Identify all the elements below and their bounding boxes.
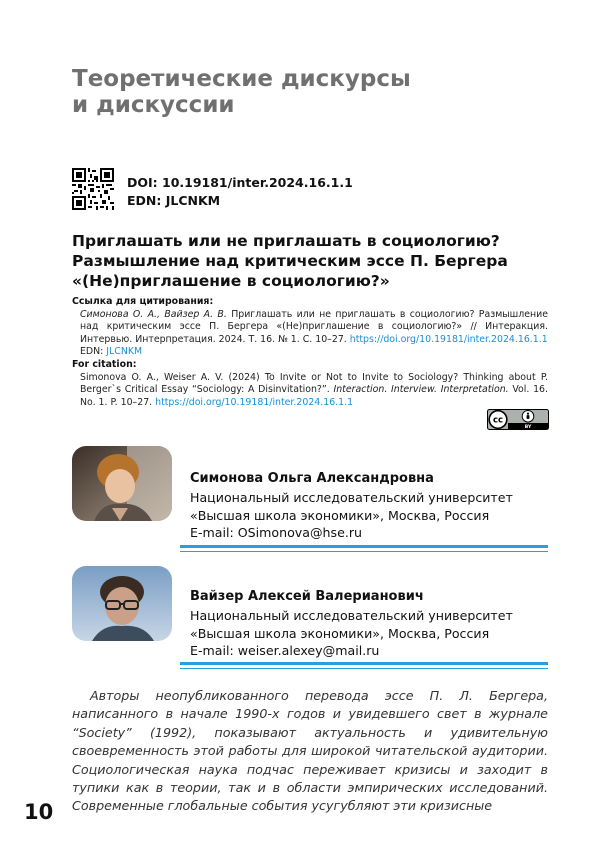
edn-label: EDN: JLCNKM	[127, 193, 221, 208]
affiliation-line2: «Высшая школа экономики», Москва, Россия	[190, 508, 490, 523]
citation-ru-edn-prefix: EDN:	[80, 346, 107, 358]
author-email-simonova[interactable]: E-mail: OSimonova@hse.ru	[190, 525, 363, 540]
citation-block	[72, 296, 548, 409]
cc-text: cc	[492, 415, 504, 426]
doi-label: DOI: 10.19181/inter.2024.16.1.1	[127, 175, 353, 190]
author-affiliation-weiser	[190, 607, 530, 643]
citation-ru-text	[72, 309, 548, 359]
author-email-weiser[interactable]: E-mail: weiser.alexey@mail.ru	[190, 643, 380, 658]
citation-en-tail: Vol. 16. No. 1. P. 10–27.	[80, 384, 548, 408]
citation-ru-label: Ссылка для цитирования:	[72, 296, 214, 307]
citation-en-text	[72, 372, 548, 410]
author-photo-weiser	[72, 566, 172, 641]
cc-by-license-icon[interactable]	[487, 409, 549, 430]
article-title-line3: «(Не)приглашение в социологию?»	[72, 272, 390, 290]
citation-ru-edn-link[interactable]: JLCNKM	[106, 346, 143, 358]
affiliation-line2: «Высшая школа экономики», Москва, Россия	[190, 626, 490, 641]
abstract-text: Авторы неопубликованного перевода эссе П. Л. Бергера, написанного в начале 1990-х годов и увидевшего свет в журнале “Society” (1992), показывают актуальность и удивительную своевременность этой работы для широкой читательской аудитории. Социологическая наука подчас переживает кризисы и заходит в тупики как в теории, так и в области эмпирических исследований. Современные глобальные события усугубляют эти кризисные	[72, 688, 548, 814]
article-title-line2: Размышление над критическим эссе П. Бергера	[72, 252, 508, 270]
citation-en-doi-link[interactable]: https://doi.org/10.19181/inter.2024.16.1.1	[155, 396, 354, 408]
qr-code-icon	[72, 168, 114, 210]
author-photo-simonova	[72, 446, 172, 521]
section-title-line2: и дискуссии	[72, 92, 235, 118]
citation-en-journal: Interaction. Interview. Interpretation.	[333, 384, 509, 396]
section-title-line1: Теоретические дискурсы	[72, 66, 411, 92]
author-name-simonova: Симонова Ольга Александровна	[190, 471, 434, 486]
citation-en-label: For citation:	[72, 358, 137, 370]
author-name-weiser: Вайзер Алексей Валерианович	[190, 589, 424, 604]
citation-ru-doi-link[interactable]: https://doi.org/10.19181/inter.2024.16.1.1	[349, 333, 548, 345]
affiliation-line1: Национальный исследовательский университет	[190, 608, 513, 623]
section-title	[72, 66, 411, 118]
author-affiliation-simonova	[190, 489, 530, 525]
citation-en-body: Simonova O. A., Weiser A. V. (2024) To Invite or Not to Invite to Sociology? Thinking about P. Berger`s Critical Essay “Sociology: A Disinvitation?”.	[80, 371, 548, 396]
citation-ru-authors: Симонова О. А., Вайзер А. В.	[80, 308, 227, 320]
author-divider	[180, 662, 548, 665]
author-divider-thin	[180, 668, 548, 669]
article-identifiers	[127, 174, 353, 210]
citation-ru-body: Приглашать или не приглашать в социологию? Размышление над критическим эссе П. Бергера «(Не)приглашение в социологию?» // Интеракция. Интервью. Интерпретация. 2024. Т. 16. № 1. С. 10–27.	[80, 308, 548, 345]
author-divider-thin	[180, 551, 548, 552]
article-title	[72, 231, 532, 291]
article-title-line1: Приглашать или не приглашать в социологию?	[72, 232, 500, 250]
affiliation-line1: Национальный исследовательский университет	[190, 490, 513, 505]
abstract-paragraph	[72, 687, 548, 816]
author-divider	[180, 545, 548, 548]
page-number: 10	[24, 800, 54, 824]
by-text: BY	[524, 425, 532, 430]
